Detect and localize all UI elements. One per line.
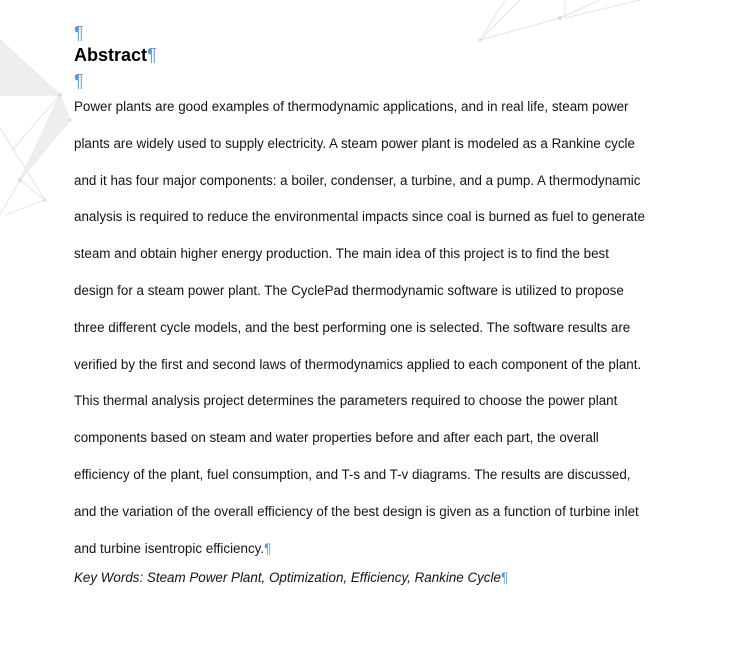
paragraph-mark-icon: ¶ (74, 71, 84, 91)
abstract-line: Power plants are good examples of thermodynamic applications, and in real life, steam power (74, 99, 629, 114)
abstract-line: verified by the first and second laws of thermodynamics applied to each component of the plant. (74, 356, 642, 372)
abstract-line: and it has four major components: a boiler, condenser, a turbine, and a pump. A thermodynamic (74, 172, 641, 188)
paragraph-mark-icon: ¶ (264, 540, 272, 556)
paragraph-mark-icon: ¶ (500, 570, 509, 585)
abstract-line: and the variation of the overall efficiency of the best design is given as a function of turbine inlet (74, 503, 639, 519)
paragraph-mark-icon: ¶ (74, 23, 84, 43)
abstract-line: three different cycle models, and the best performing one is selected. The software results are (74, 319, 631, 335)
abstract-heading (74, 44, 157, 66)
abstract-line: plants are widely used to supply electricity. A steam power plant is modeled as a Rankine cycle (74, 135, 635, 151)
abstract-line: analysis is required to reduce the environmental impacts since coal is burned as fuel to generate (74, 209, 645, 225)
abstract-paragraph (74, 89, 674, 567)
abstract-line: steam and obtain higher energy production. The main idea of this project is to find the best (74, 246, 609, 262)
abstract-line: This thermal analysis project determines the parameters required to choose the power plant (74, 393, 618, 409)
abstract-line (74, 531, 674, 568)
abstract-line: design for a steam power plant. The CyclePad thermodynamic software is utilized to propose (74, 282, 624, 298)
abstract-line: components based on steam and water properties before and after each part, the overall (74, 430, 599, 446)
abstract-heading-text: Abstract (74, 45, 148, 65)
abstract-line: efficiency of the plant, fuel consumption, and T-s and T-v diagrams. The results are discussed, (74, 466, 631, 482)
keywords-line (74, 568, 508, 588)
abstract-last-line-text: and turbine isentropic efficiency. (74, 540, 265, 556)
keywords-text: Key Words: Steam Power Plant, Optimization, Efficiency, Rankine Cycle (74, 570, 501, 585)
paragraph-mark-icon: ¶ (147, 45, 157, 65)
